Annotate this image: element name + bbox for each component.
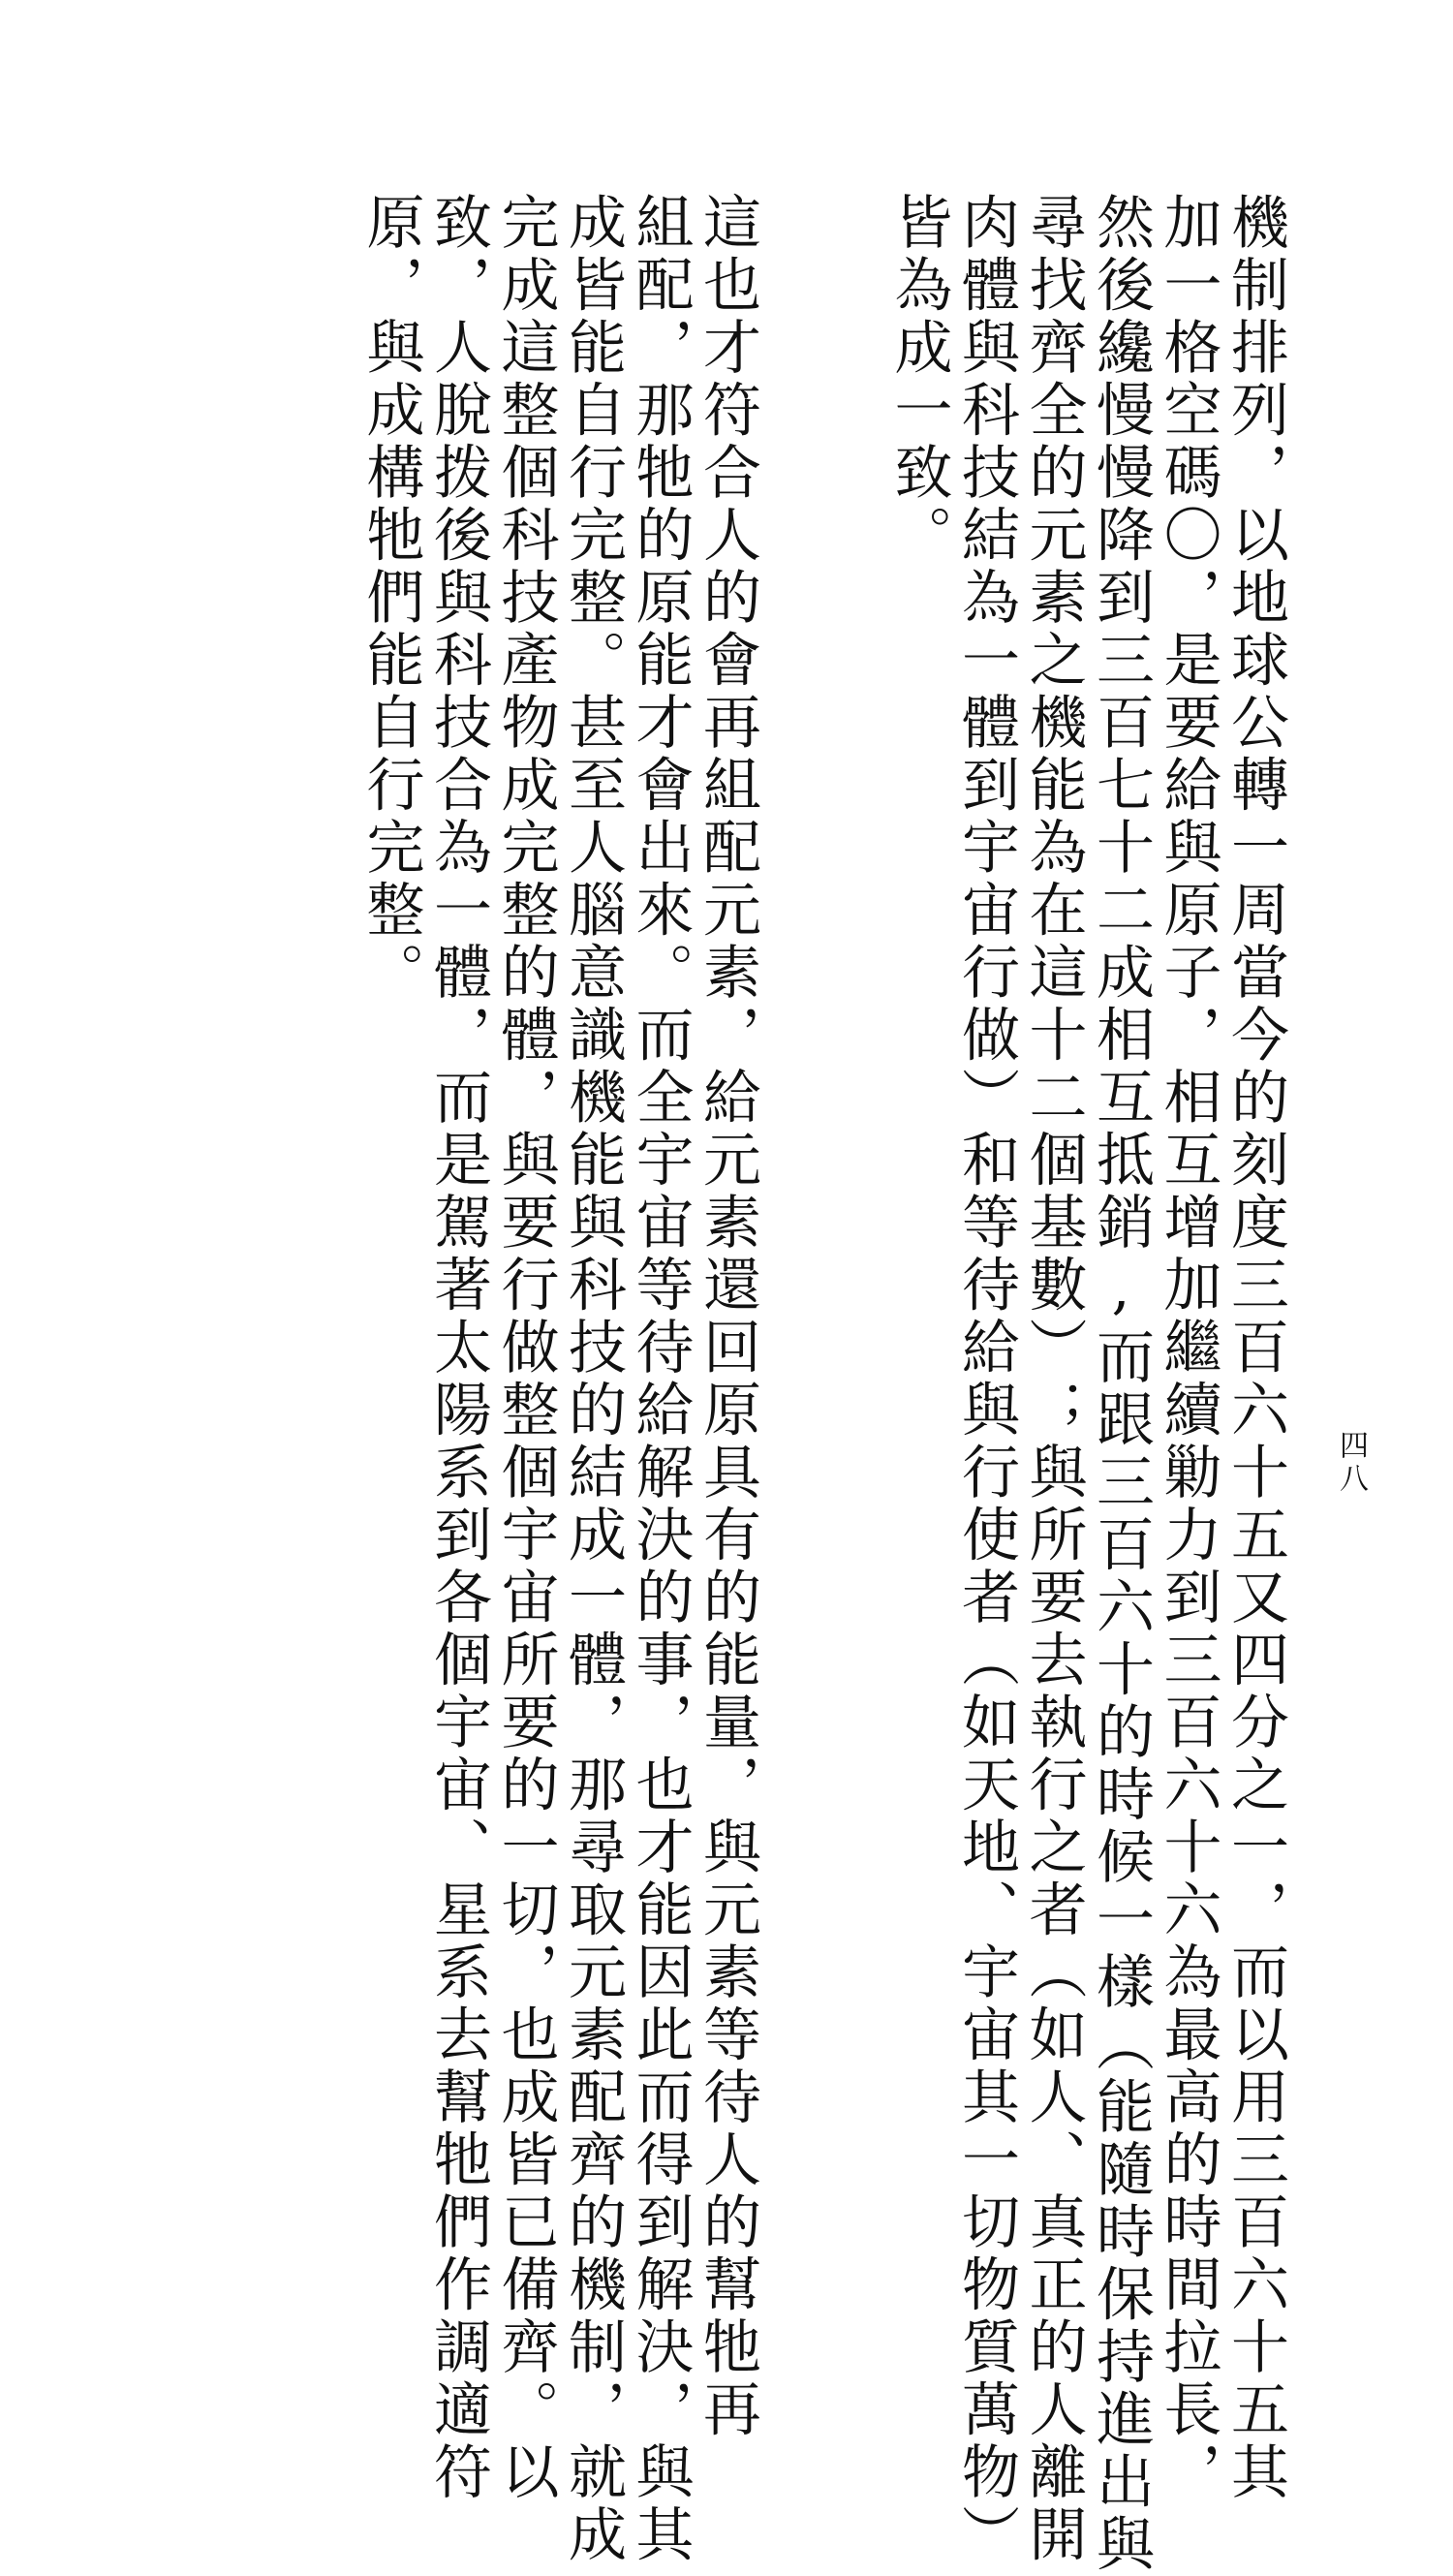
paragraph-gap	[824, 192, 884, 1858]
text-line: 致，人脫拨後與科技合為一體，而是駕著太陽系到各個宇宙、星系去幫牠們作調適符	[424, 192, 492, 2504]
text-line: 皆為成一致。	[884, 192, 953, 567]
text-line: 原，與成構牠們能自行完整。	[356, 192, 425, 1005]
text-line: 組配，那牠的原能才會出來。而全宇宙等待給解決的事，也才能因此而得到解決，與其	[626, 192, 695, 2566]
text-line: 成皆能自行完整。甚至人腦意識機能與科技的結成一體，那尋取元素配齊的機制，就成	[559, 192, 627, 2566]
page-number: 四八	[1334, 1430, 1368, 1496]
text-line: 機制排列，以地球公轉一周當今的刻度三百六十五又四分之一，而以用三百六十五其	[1221, 192, 1289, 2504]
text-line: 這也才符合人的會再組配元素，給元素還回原具有的能量，與元素等待人的幫牠再	[694, 192, 761, 2441]
body-text	[356, 192, 1289, 2576]
text-line: 完成這整個科技產物成完整的體，與要行做整個宇宙所要的一切，也成皆已備齊。以	[491, 192, 560, 2504]
text-line: 然後纔慢慢降到三百七十二成相互抵銷,而跟三百六十的時候一樣（能隨時保持進出與	[1087, 192, 1155, 2576]
text-line: 肉體與科技結為一體到宇宙行做）和等待給與行使者（如天地、宇宙其一切物質萬物）	[952, 192, 1020, 2566]
text-line: 尋找齊全的元素之機能為在這十二個基數）；與所要去執行之者（如人、真正的人離開	[1019, 192, 1088, 2566]
text-line: 加一格空碼〇，是要給與原子，相互增加繼續勦力到三百六十六為最高的時間拉長，	[1154, 192, 1222, 2504]
